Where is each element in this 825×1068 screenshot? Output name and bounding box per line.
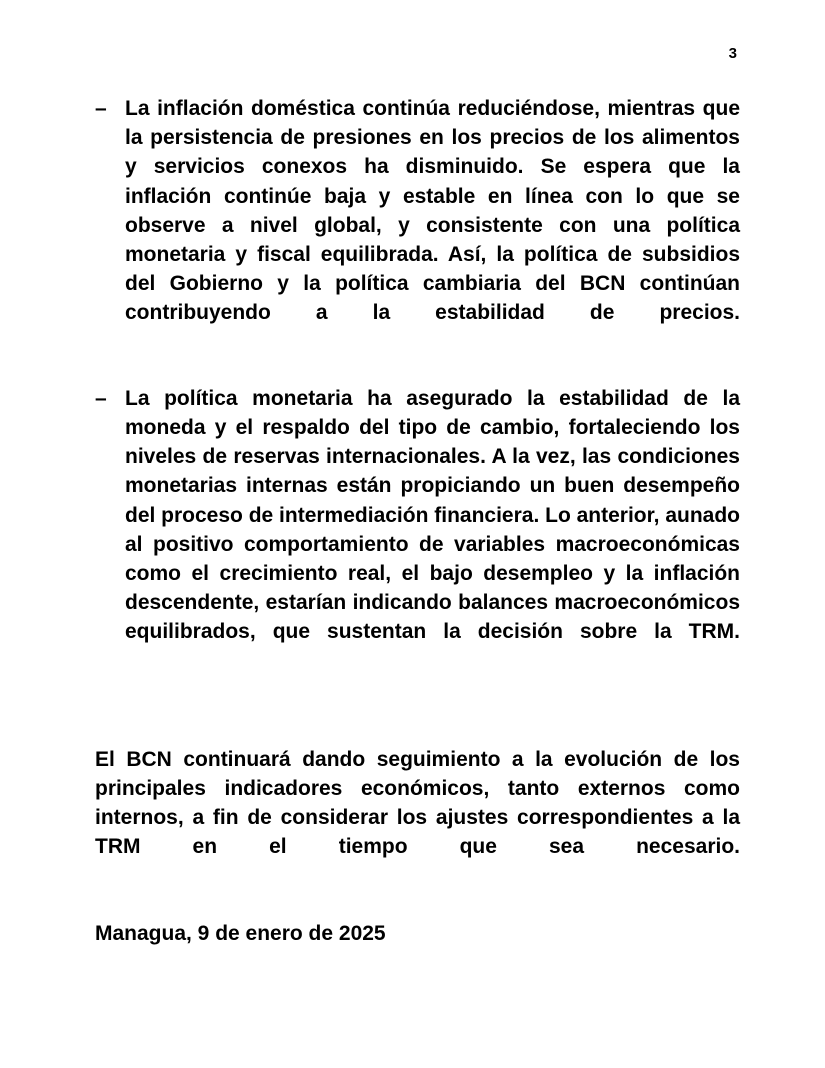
section-spacer xyxy=(95,703,740,745)
bullet-dash-icon: – xyxy=(95,386,107,410)
bullet-dash-icon: – xyxy=(95,97,107,120)
bullet-item-text: La inflación doméstica continúa reduciéndose, mientras que la persistencia de presiones en los precios de los alimentos y servicios conexos ha disminuido. Se espera que la inflación continúe baja y estable en línea con lo que se observe a nivel global, y consistente con una política monetaria y fiscal equilibrada. Así, la política de subsidios del Gobierno y la política cambiaria del BCN continúan contribuyendo a la estabilidad de precios. xyxy=(125,97,740,325)
closing-paragraph: El BCN continuará dando seguimiento a la evolución de los principales indicadores económicos, tanto externos como internos, a fin de considerar los ajustes correspondientes a la TRM en el tiempo que sea necesario. xyxy=(95,747,740,859)
bullet-item-text: La política monetaria ha asegurado la estabilidad de la moneda y el respaldo del tipo de cambio, fortaleciendo los niveles de reservas internacionales. A la vez, las condiciones monetarias internas están propiciando un buen desempeño del proceso de intermediación financiera. Lo anterior, aunado al positivo comportamiento de variables macroeconómicas como el crecimiento real, el bajo desempleo y la inflación descendente, estarían indicando balances macroeconómicos equilibrados, que sustentan la decisión sobre la TRM. xyxy=(125,386,740,644)
dateline: Managua, 9 de enero de 2025 xyxy=(95,921,386,945)
bullet-item xyxy=(95,94,740,357)
document-body xyxy=(95,94,740,948)
bullet-item xyxy=(95,384,740,676)
page-number: 3 xyxy=(728,45,737,62)
